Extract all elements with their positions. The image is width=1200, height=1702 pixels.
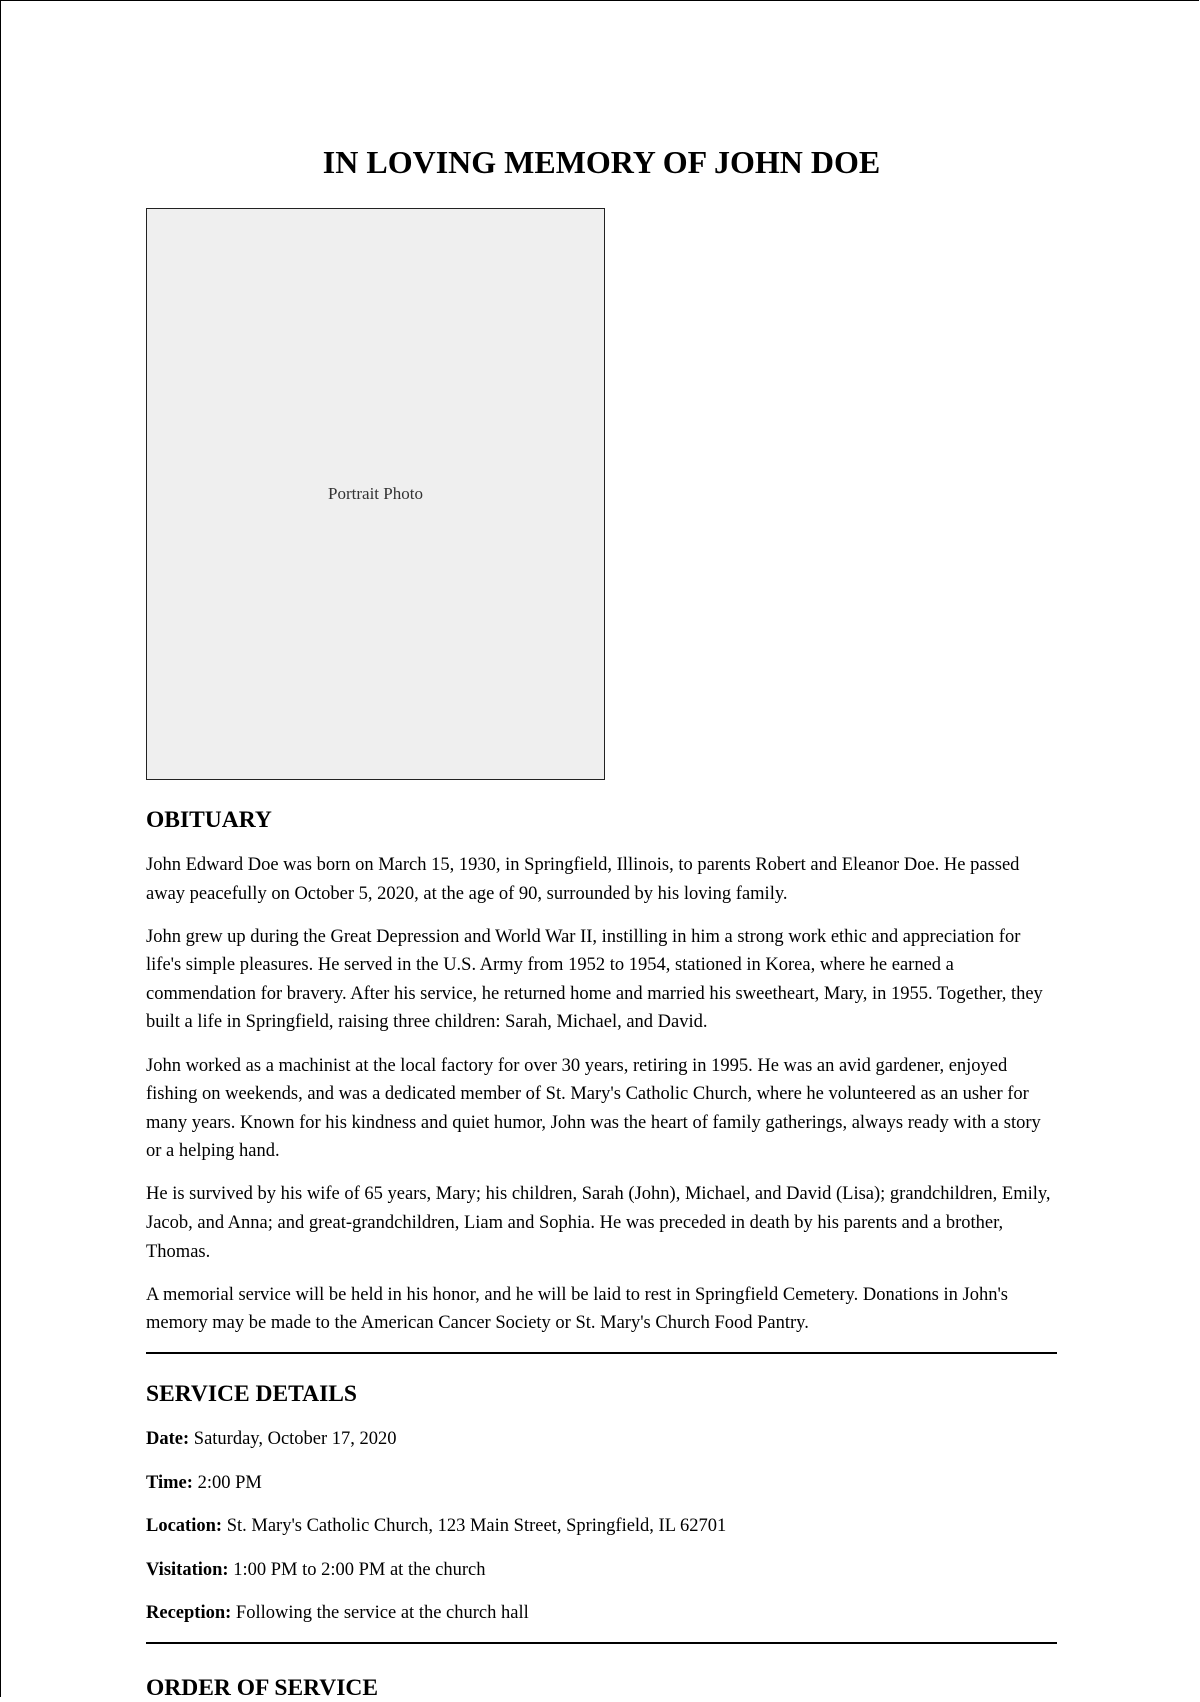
obituary-paragraph: He is survived by his wife of 65 years, Mary; his children, Sarah (John), Michael, and David (Lisa); grandchildren, Emily, Jacob, and Anna; and great-grandchildren, Liam and Sophia. He was preceded in death by his parents and a brother, Thomas. xyxy=(146,1184,1051,1262)
service-date-value: Saturday, October 17, 2020 xyxy=(193,1429,397,1450)
service-details xyxy=(146,1425,1057,1627)
service-location xyxy=(146,1512,1057,1541)
portrait-photo-label: Portrait Photo xyxy=(328,484,423,503)
order-of-service-heading: ORDER OF SERVICE xyxy=(146,1675,379,1702)
service-location-label: Location: xyxy=(146,1516,223,1537)
service-reception xyxy=(146,1599,1057,1628)
obituary-paragraph: John Edward Doe was born on March 15, 1930, in Springfield, Illinois, to parents Robert and Eleanor Doe. He passed away peacefully on October 5, 2020, at the age of 90, surrounded by his loving family. xyxy=(146,855,1020,904)
service-visitation xyxy=(146,1556,1057,1585)
obituary-heading: OBITUARY xyxy=(146,807,272,833)
service-reception-value: Following the service at the church hall xyxy=(235,1602,529,1623)
section-divider xyxy=(146,1642,1057,1644)
service-date-label: Date: xyxy=(146,1429,190,1450)
service-reception-label: Reception: xyxy=(146,1602,232,1623)
portrait-photo-placeholder xyxy=(146,208,605,780)
service-time-value: 2:00 PM xyxy=(197,1472,262,1493)
service-details-heading: SERVICE DETAILS xyxy=(146,1381,357,1408)
obituary-paragraph: John grew up during the Great Depression and World War II, instilling in him a strong work ethic and appreciation for life's simple pleasures. He served in the U.S. Army from 1952 to 1954, stationed in Korea, where he earned a commendation for bravery. After his service, he returned home and married his sweetheart, Mary, in 1955. Together, they built a life in Springfield, raising three children: Sarah, Michael, and David. xyxy=(146,926,1043,1033)
service-time xyxy=(146,1469,1057,1498)
page-title: IN LOVING MEMORY OF JOHN DOE xyxy=(322,144,881,180)
obituary-paragraph: John worked as a machinist at the local factory for over 30 years, retiring in 1995. He was an avid gardener, enjoyed fishing on weekends, and was a dedicated member of St. Mary's Catholic Church, where he volunteered as an usher for many years. Known for his kindness and quiet humor, John was the heart of family gatherings, always ready with a story or a helping hand. xyxy=(146,1055,1041,1162)
service-date xyxy=(146,1425,1057,1454)
obituary-text xyxy=(146,851,1057,1338)
obituary-paragraph: A memorial service will be held in his honor, and he will be laid to rest in Springfield Cemetery. Donations in John's memory may be made to the American Cancer Society or St. Mary's Church Food Pantry. xyxy=(146,1284,1009,1334)
service-location-value: St. Mary's Catholic Church, 123 Main Street, Springfield, IL 62701 xyxy=(226,1516,727,1537)
service-time-label: Time: xyxy=(146,1472,193,1493)
service-visitation-value: 1:00 PM to 2:00 PM at the church xyxy=(233,1559,486,1580)
section-divider xyxy=(146,1352,1057,1354)
document-content xyxy=(146,1,1057,1702)
service-visitation-label: Visitation: xyxy=(146,1559,229,1580)
